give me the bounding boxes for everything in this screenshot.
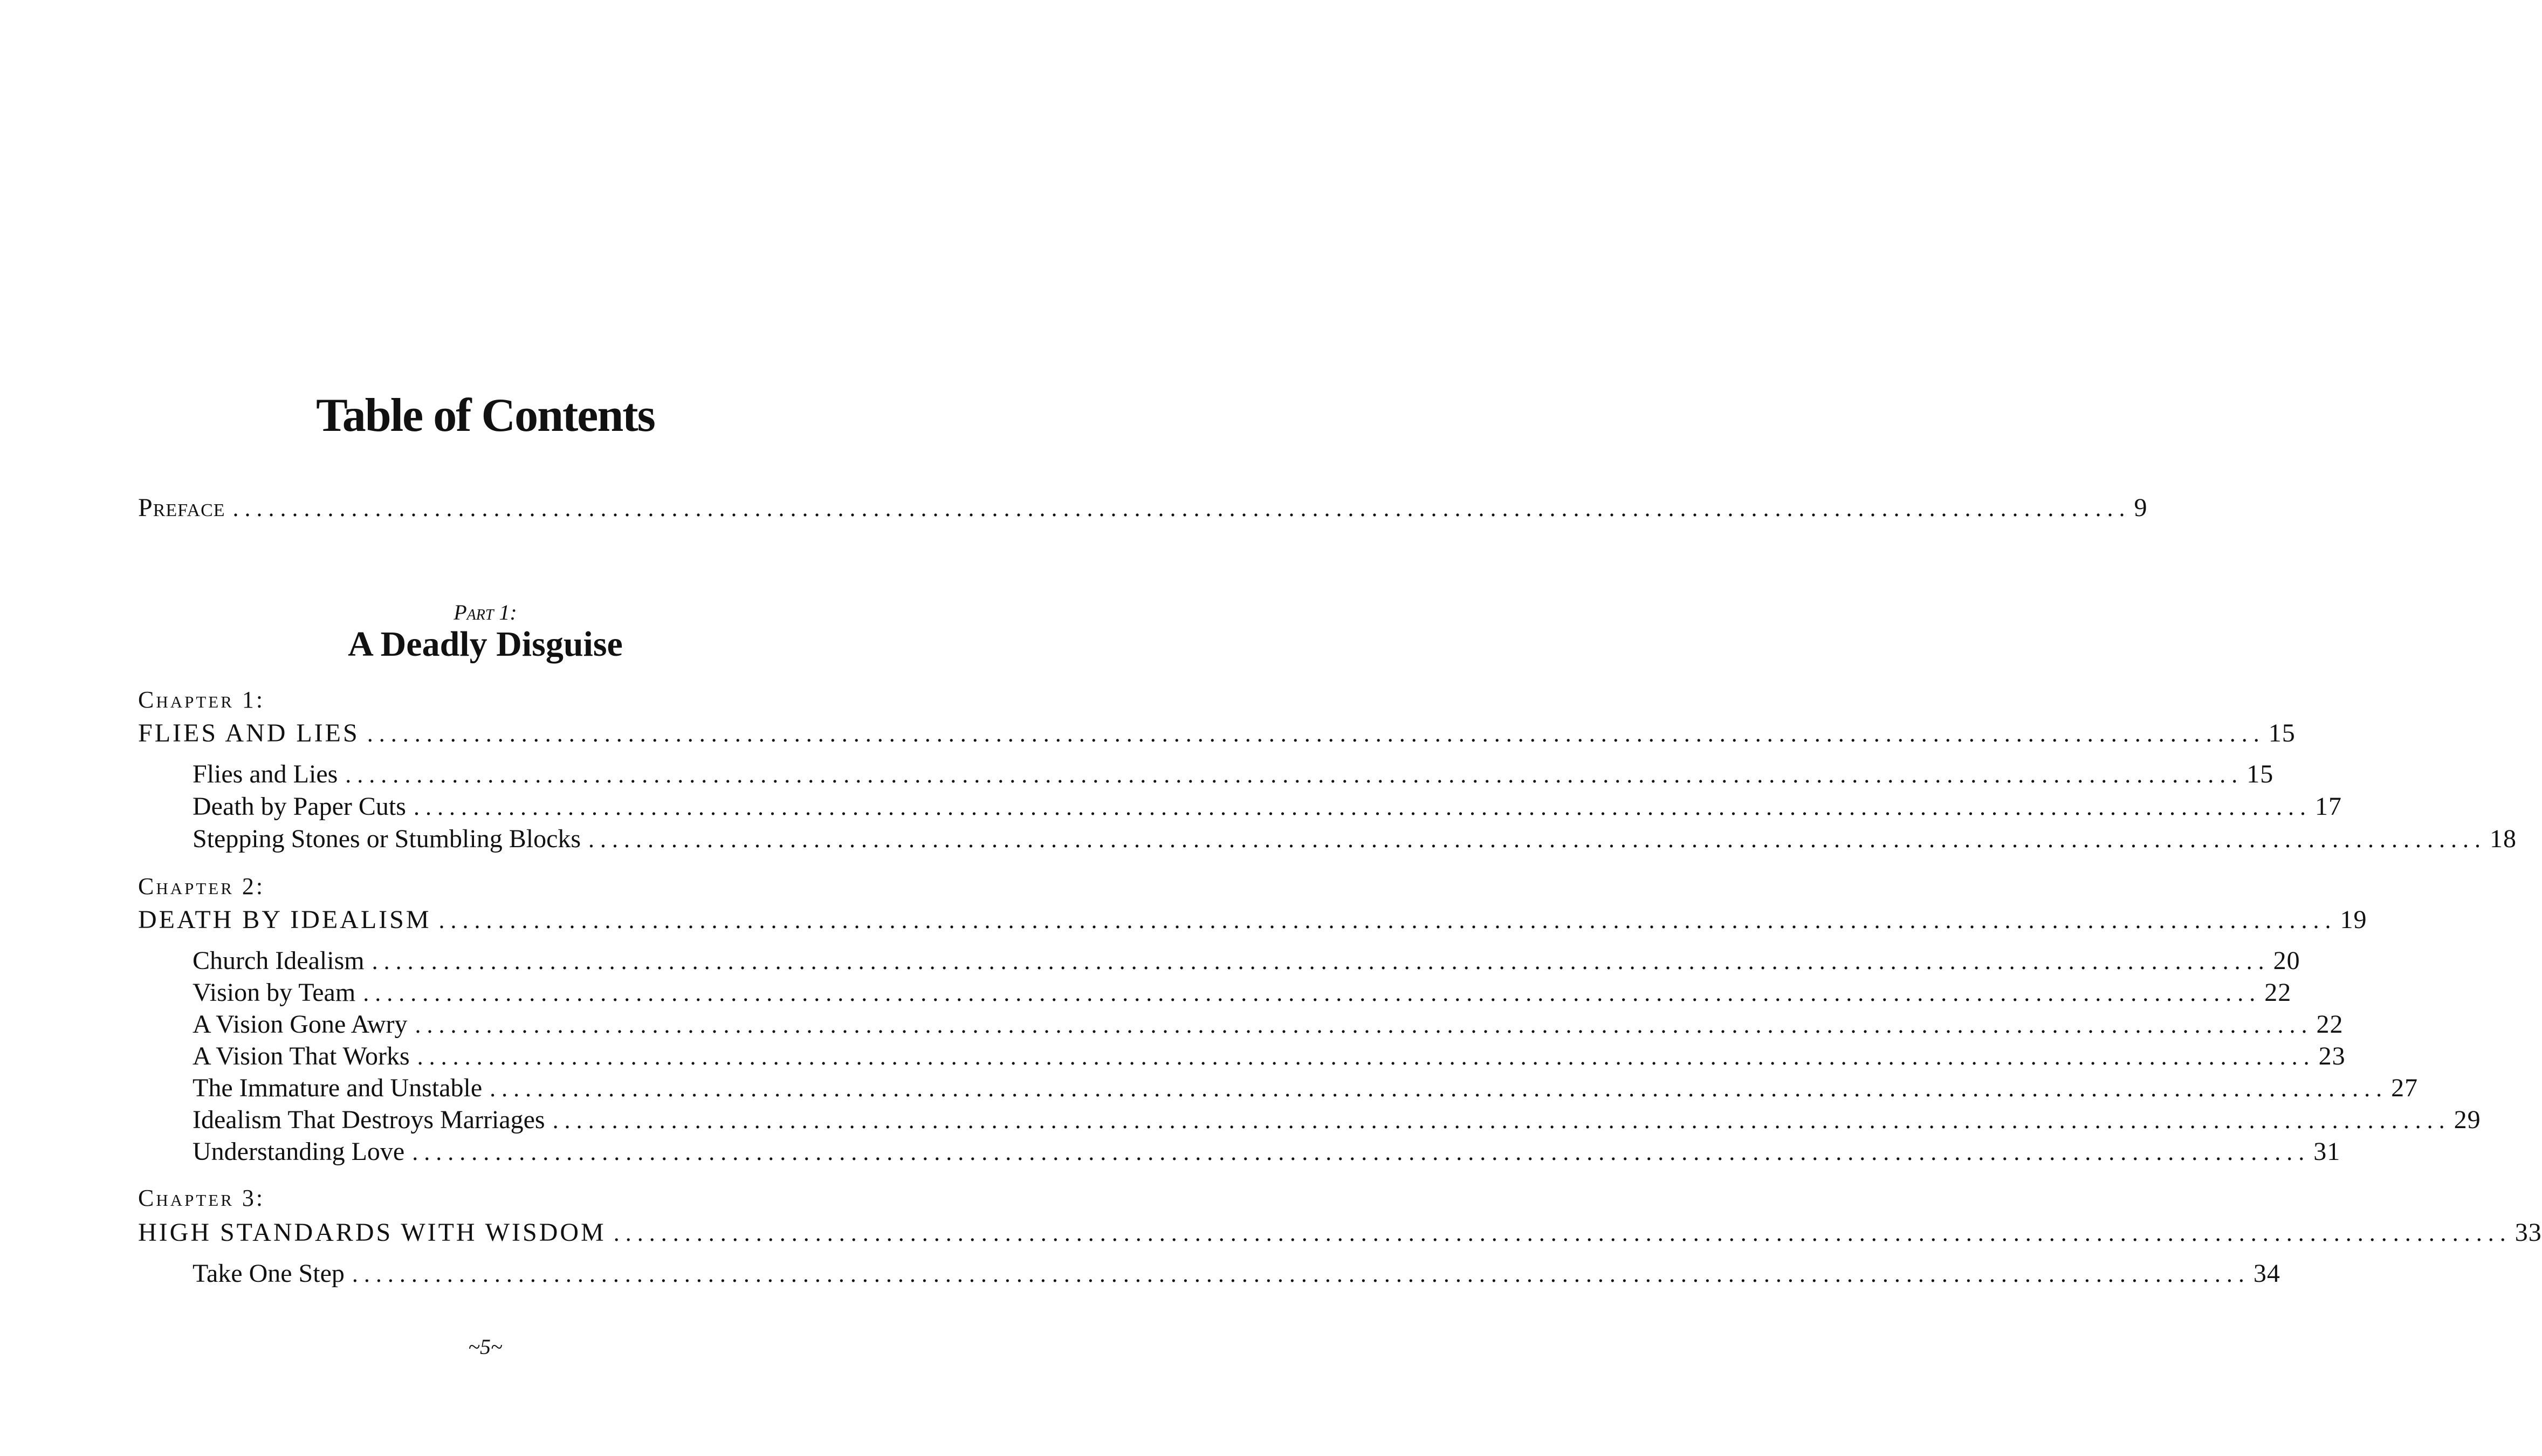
page-folio: ~5~ — [468, 1335, 503, 1359]
toc-entry-chapter-3[interactable] — [138, 1218, 2542, 1247]
page-title: Table of Contents — [316, 389, 655, 442]
toc-entry-section[interactable] — [193, 1259, 2280, 1288]
section-title: Flies and Lies — [193, 760, 338, 788]
dot-leader: ................................................................................................................................................................ — [352, 1261, 2250, 1287]
dot-leader: ................................................................................................................................................................ — [232, 495, 2131, 521]
toc-entry-chapter-1[interactable] — [138, 719, 2296, 747]
dot-leader: ................................................................................................................................................................ — [415, 1012, 2313, 1038]
toc-entry-section[interactable] — [193, 1137, 2341, 1166]
section-title: Vision by Team — [193, 978, 356, 1007]
toc-entry-label: Preface — [138, 493, 225, 522]
chapter-label: Chapter 3: — [138, 1185, 265, 1211]
toc-entry-section[interactable] — [193, 1074, 2419, 1102]
section-title: A Vision Gone Awry — [193, 1010, 408, 1039]
dot-leader: ................................................................................................................................................................ — [588, 826, 2487, 853]
chapter-title: HIGH STANDARDS WITH WISDOM — [138, 1218, 606, 1247]
page-number: 22 — [2264, 978, 2292, 1007]
dot-leader: ................................................................................................................................................................ — [613, 1220, 2512, 1246]
toc-entry-section[interactable] — [193, 978, 2292, 1007]
part-label: Part 1: — [454, 600, 517, 624]
dot-leader: ................................................................................................................................................................ — [490, 1075, 2388, 1102]
chapter-label: Chapter 1: — [138, 686, 265, 713]
page-number: 20 — [2273, 946, 2300, 975]
section-title: Death by Paper Cuts — [193, 792, 406, 821]
dot-leader: ................................................................................................................................................................ — [552, 1107, 2451, 1134]
section-title: Idealism That Destroys Marriages — [193, 1105, 545, 1134]
chapter-title: FLIES AND LIES — [138, 719, 360, 747]
section-title: Understanding Love — [193, 1137, 405, 1166]
section-title: Church Idealism — [193, 946, 365, 975]
page-number: 9 — [2134, 493, 2148, 522]
page-number: 15 — [2268, 719, 2296, 747]
toc-entry-section[interactable] — [193, 760, 2274, 788]
toc-entry-section[interactable] — [193, 1105, 2481, 1134]
section-title: Stepping Stones or Stumbling Blocks — [193, 825, 581, 853]
page-number: 31 — [2313, 1137, 2341, 1166]
dot-leader: ................................................................................................................................................................ — [345, 761, 2244, 788]
page-number: 18 — [2490, 825, 2517, 853]
page-number: 33 — [2514, 1218, 2542, 1247]
toc-entry-chapter-2[interactable] — [138, 905, 2367, 934]
page-number: 29 — [2454, 1105, 2481, 1134]
dot-leader: ................................................................................................................................................................ — [363, 980, 2262, 1006]
chapter-title: DEATH BY IDEALISM — [138, 905, 431, 934]
part-title: A Deadly Disguise — [348, 624, 623, 664]
dot-leader: ................................................................................................................................................................ — [438, 907, 2337, 933]
page-number: 17 — [2314, 792, 2342, 821]
section-title: The Immature and Unstable — [193, 1074, 483, 1102]
dot-leader: ................................................................................................................................................................ — [417, 1043, 2316, 1070]
dot-leader: ................................................................................................................................................................ — [367, 720, 2265, 747]
toc-entry-section[interactable] — [193, 792, 2342, 821]
page-number: 19 — [2340, 905, 2367, 934]
toc-entry-section[interactable] — [193, 825, 2517, 853]
page-number: 22 — [2316, 1010, 2344, 1039]
page-number: 15 — [2246, 760, 2274, 788]
page-number: 27 — [2391, 1074, 2419, 1102]
toc-entry-section[interactable] — [193, 1042, 2346, 1070]
toc-entry-preface[interactable] — [138, 493, 2148, 522]
page-number: 34 — [2253, 1259, 2280, 1288]
dot-leader: ................................................................................................................................................................ — [372, 948, 2270, 974]
section-title: A Vision That Works — [193, 1042, 410, 1070]
dot-leader: ................................................................................................................................................................ — [413, 794, 2312, 820]
chapter-label: Chapter 2: — [138, 873, 265, 899]
dot-leader: ................................................................................................................................................................ — [412, 1139, 2311, 1165]
toc-entry-section[interactable] — [193, 1010, 2344, 1039]
section-title: Take One Step — [193, 1259, 345, 1288]
page-number: 23 — [2318, 1042, 2346, 1070]
toc-entry-section[interactable] — [193, 946, 2300, 975]
